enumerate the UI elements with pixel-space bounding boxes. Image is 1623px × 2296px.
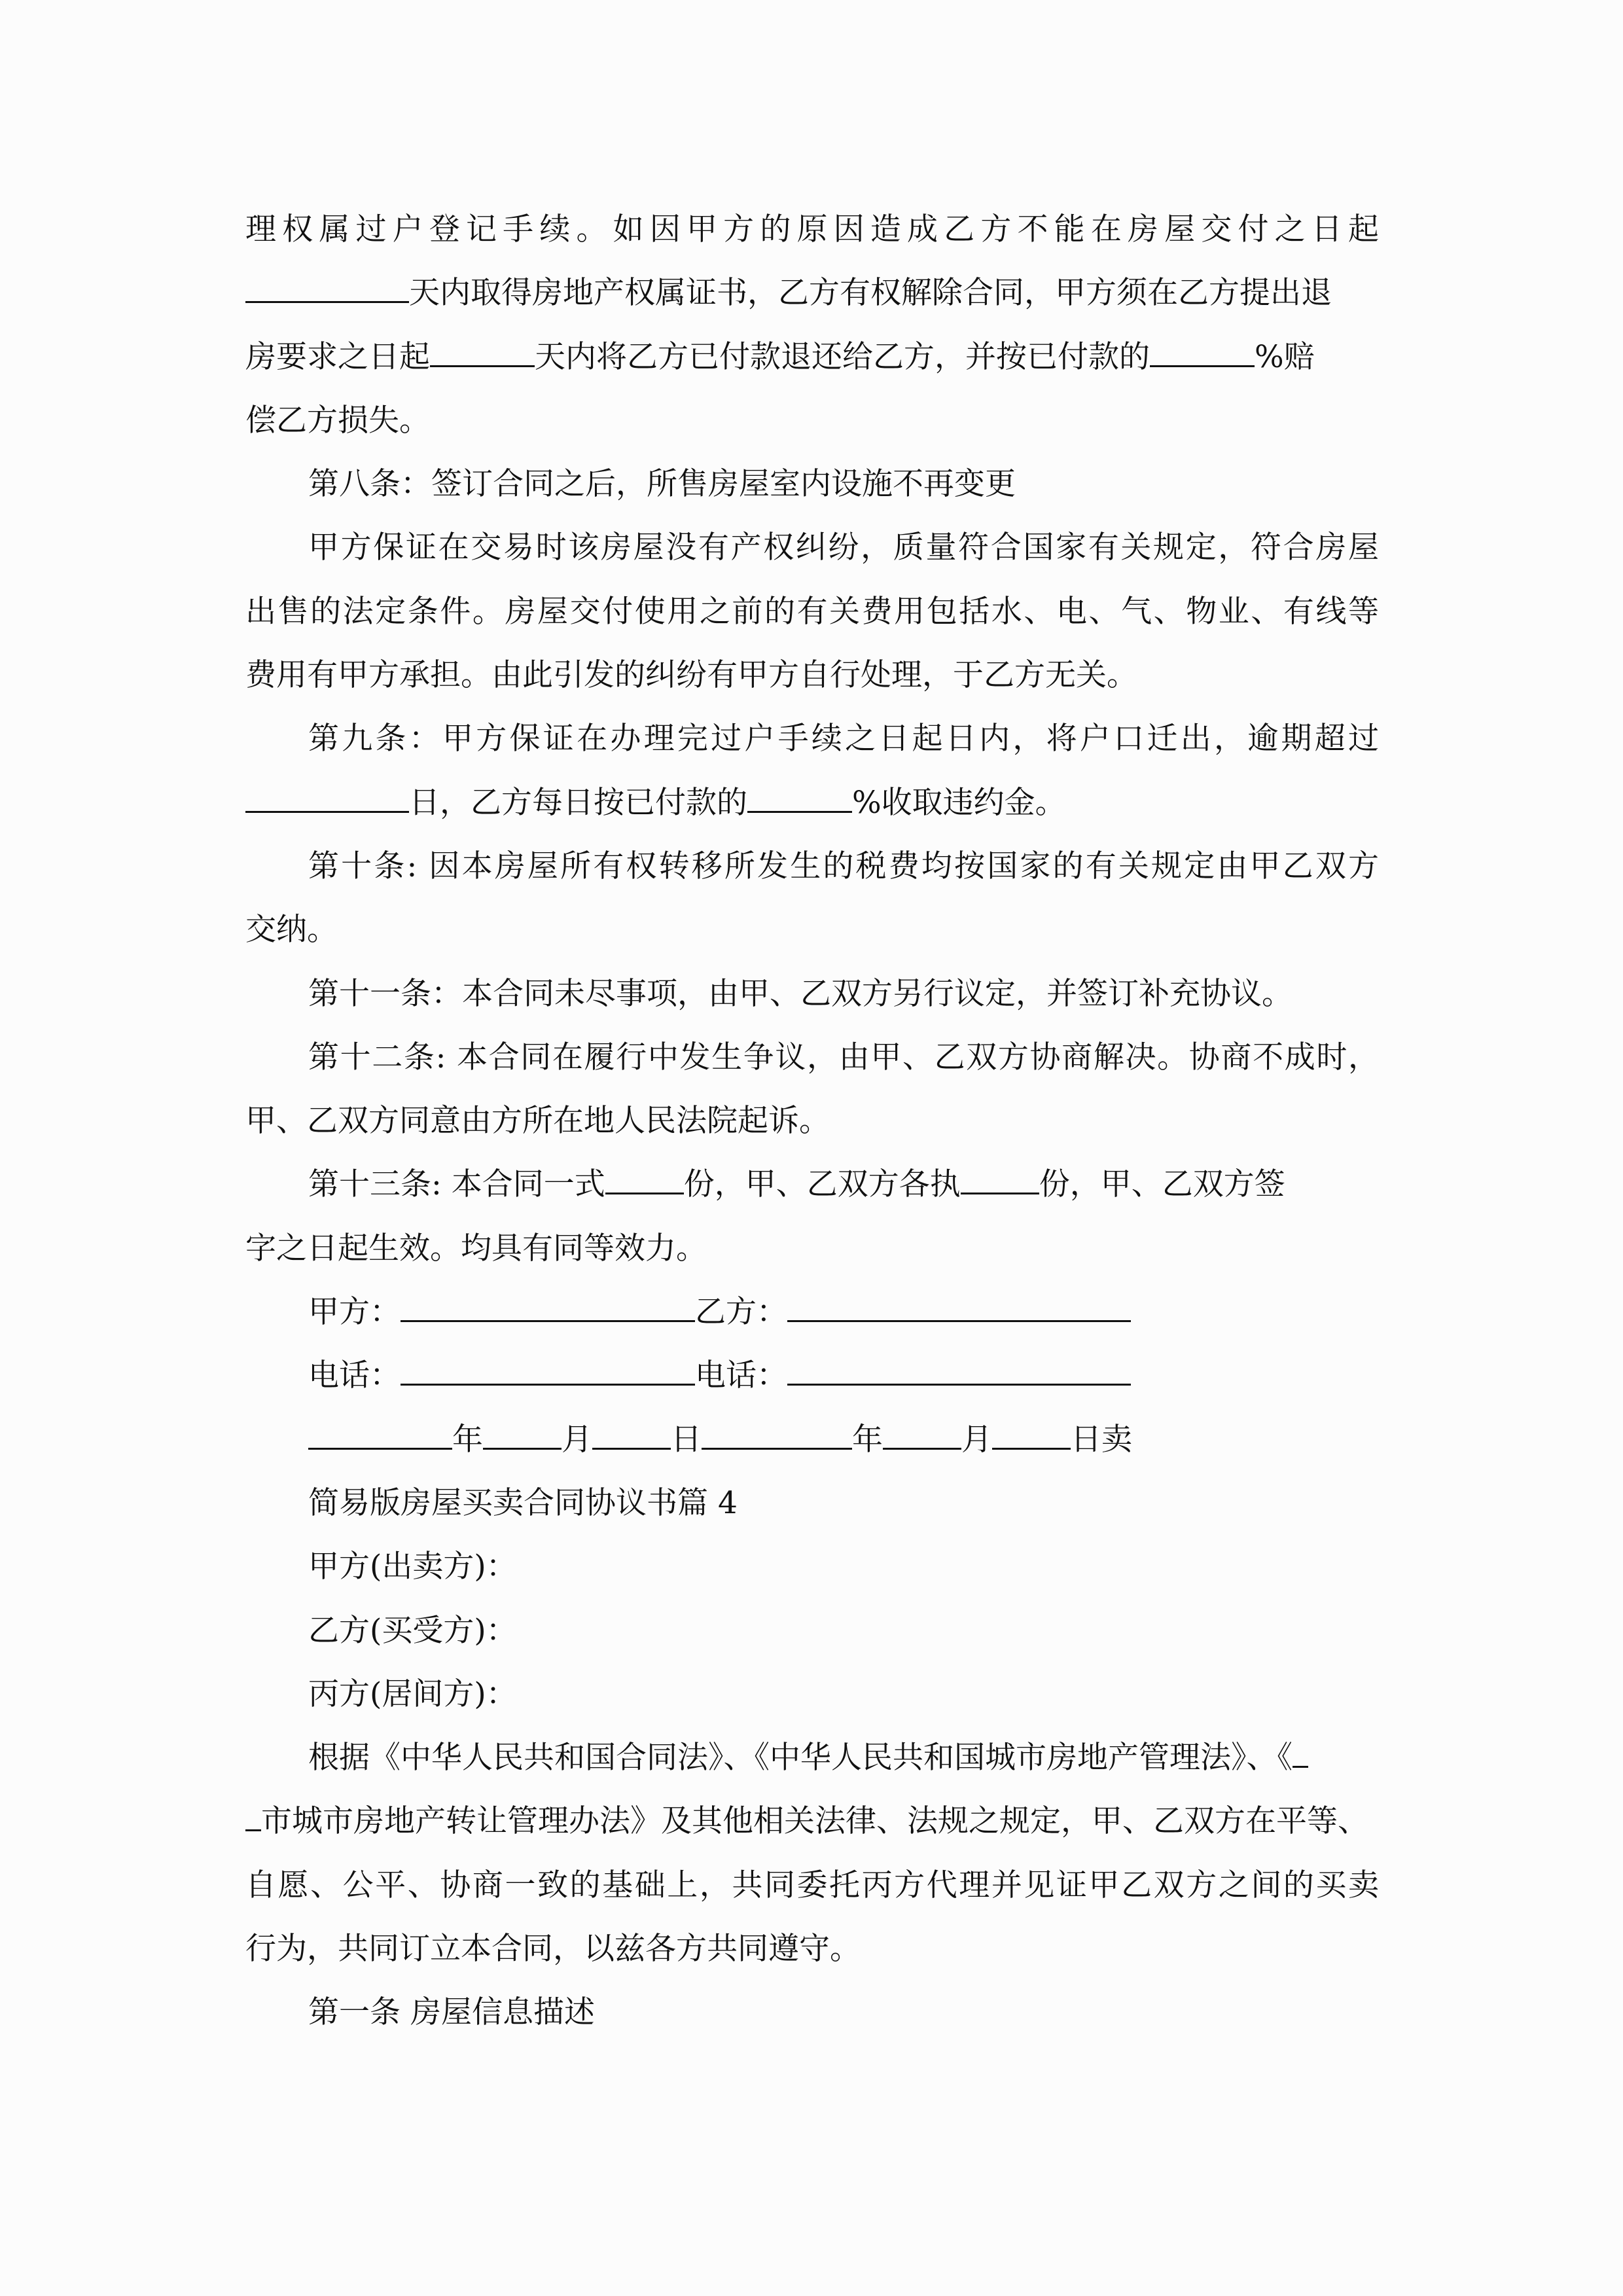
text-segment: 份，甲、乙双方签 xyxy=(1039,1166,1285,1203)
section-title: 简易版房屋买卖合同协议书篇 4 xyxy=(308,1484,738,1521)
fill-blank-copies[interactable] xyxy=(605,1166,684,1194)
fill-blank-percent[interactable] xyxy=(747,785,852,813)
date-month-field[interactable] xyxy=(883,1422,961,1450)
phone-a-field[interactable] xyxy=(401,1357,695,1386)
text-line: 第九条：甲方保证在办理完过户手续之日起日内，将户口迁出，逾期超过 xyxy=(308,721,1379,757)
text-line xyxy=(245,771,1379,834)
party-a-label: 甲方： xyxy=(308,1294,401,1331)
year-label: 年 xyxy=(852,1421,883,1458)
party-b-buyer: 乙方(买受方)： xyxy=(308,1612,517,1649)
fill-blank-days[interactable] xyxy=(245,275,409,303)
date-year-field[interactable] xyxy=(308,1422,452,1450)
text-segment: %收取违约金。 xyxy=(852,784,1066,821)
text-line: 偿乙方损失。 xyxy=(245,402,430,439)
text-segment: 第十三条: 本合同一式 xyxy=(308,1166,605,1203)
text-line xyxy=(245,261,1379,325)
party-c-agent: 丙方(居间方)： xyxy=(308,1676,517,1712)
signature-row-parties xyxy=(245,1280,1379,1344)
month-label: 月 xyxy=(562,1421,592,1458)
text-line: 甲方保证在交易时该房屋没有产权纠纷，质量符合国家有关规定，符合房屋 xyxy=(308,529,1379,566)
fill-blank-days[interactable] xyxy=(430,339,535,367)
text-line: 第十一条：本合同未尽事项，由甲、乙双方另行议定，并签订补充协议。 xyxy=(308,975,1293,1012)
text-line xyxy=(245,325,1379,389)
party-a-seller: 甲方(出卖方)： xyxy=(308,1549,517,1585)
date-day-field[interactable] xyxy=(992,1422,1071,1450)
date-month-field[interactable] xyxy=(483,1422,562,1450)
text-line xyxy=(245,1789,1379,1853)
text-line: 费用有甲方承担。由此引发的纠纷有甲方自行处理，于乙方无关。 xyxy=(245,657,1137,694)
fill-blank-days[interactable] xyxy=(245,785,409,813)
party-b-label: 乙方： xyxy=(695,1294,787,1331)
text-segment: 天内取得房地产权属证书，乙方有权解除合同，甲方须在乙方提出退 xyxy=(409,275,1332,312)
month-label: 月 xyxy=(961,1421,992,1458)
text-line: 第十条: 因本房屋所有权转移所发生的税费均按国家的有关规定由甲乙双方 xyxy=(308,848,1379,884)
text-line xyxy=(245,1153,1379,1216)
text-segment: 市城市房地产转让管理办法》及其他相关法律、法规之规定，甲、乙双方在平等、 xyxy=(261,1803,1368,1840)
day-label: 日卖 xyxy=(1071,1421,1132,1458)
phone-a-label: 电话： xyxy=(308,1357,401,1394)
contract-page xyxy=(245,198,1379,2045)
phone-b-label: 电话： xyxy=(695,1357,787,1394)
text-segment: 根据《中华人民共和国合同法》、《中华人民共和国城市房地产管理法》、《 xyxy=(308,1740,1293,1776)
text-segment: 日，乙方每日按已付款的 xyxy=(409,784,747,821)
text-line: 自愿、公平、协商一致的基础上，共同委托丙方代理并见证甲乙双方之间的买卖 xyxy=(245,1867,1379,1903)
fill-blank-percent[interactable] xyxy=(1150,339,1255,367)
text-line: 交纳。 xyxy=(245,912,338,948)
text-line: 行为，共同订立本合同，以兹各方共同遵守。 xyxy=(245,1931,861,1967)
phone-b-field[interactable] xyxy=(787,1357,1131,1386)
signature-row-dates xyxy=(245,1408,1379,1471)
date-day-field[interactable] xyxy=(592,1422,671,1450)
party-b-signature-field[interactable] xyxy=(787,1294,1131,1322)
text-line: 理权属过户登记手续。如因甲方的原因造成乙方不能在房屋交付之日起 xyxy=(245,211,1379,247)
date-year-field[interactable] xyxy=(702,1422,852,1450)
fill-blank-copies-each[interactable] xyxy=(961,1166,1039,1194)
text-segment: 份，甲、乙双方各执 xyxy=(683,1166,961,1203)
signature-row-phones xyxy=(245,1344,1379,1407)
article-title: 第一条 房屋信息描述 xyxy=(308,1994,595,2031)
text-line: 出售的法定条件。房屋交付使用之前的有关费用包括水、电、气、物业、有线等 xyxy=(245,593,1379,630)
year-label: 年 xyxy=(452,1421,483,1458)
day-label: 日 xyxy=(671,1421,702,1458)
text-segment: 房要求之日起 xyxy=(245,338,430,375)
text-line: 第十二条: 本合同在履行中发生争议，由甲、乙双方协商解决。协商不成时， xyxy=(308,1039,1379,1075)
fill-blank-city[interactable] xyxy=(245,1803,261,1831)
fill-blank-city[interactable] xyxy=(1293,1740,1308,1768)
text-segment: %赔 xyxy=(1255,338,1315,375)
text-line: 甲、乙双方同意由方所在地人民法院起诉。 xyxy=(245,1103,830,1139)
text-line xyxy=(245,1726,1379,1789)
text-segment: 天内将乙方已付款退还给乙方，并按已付款的 xyxy=(535,338,1150,375)
party-a-signature-field[interactable] xyxy=(401,1294,695,1322)
text-line: 字之日起生效。均具有同等效力。 xyxy=(245,1230,707,1266)
article-title: 第八条：签订合同之后，所售房屋室内设施不再变更 xyxy=(308,466,1016,503)
